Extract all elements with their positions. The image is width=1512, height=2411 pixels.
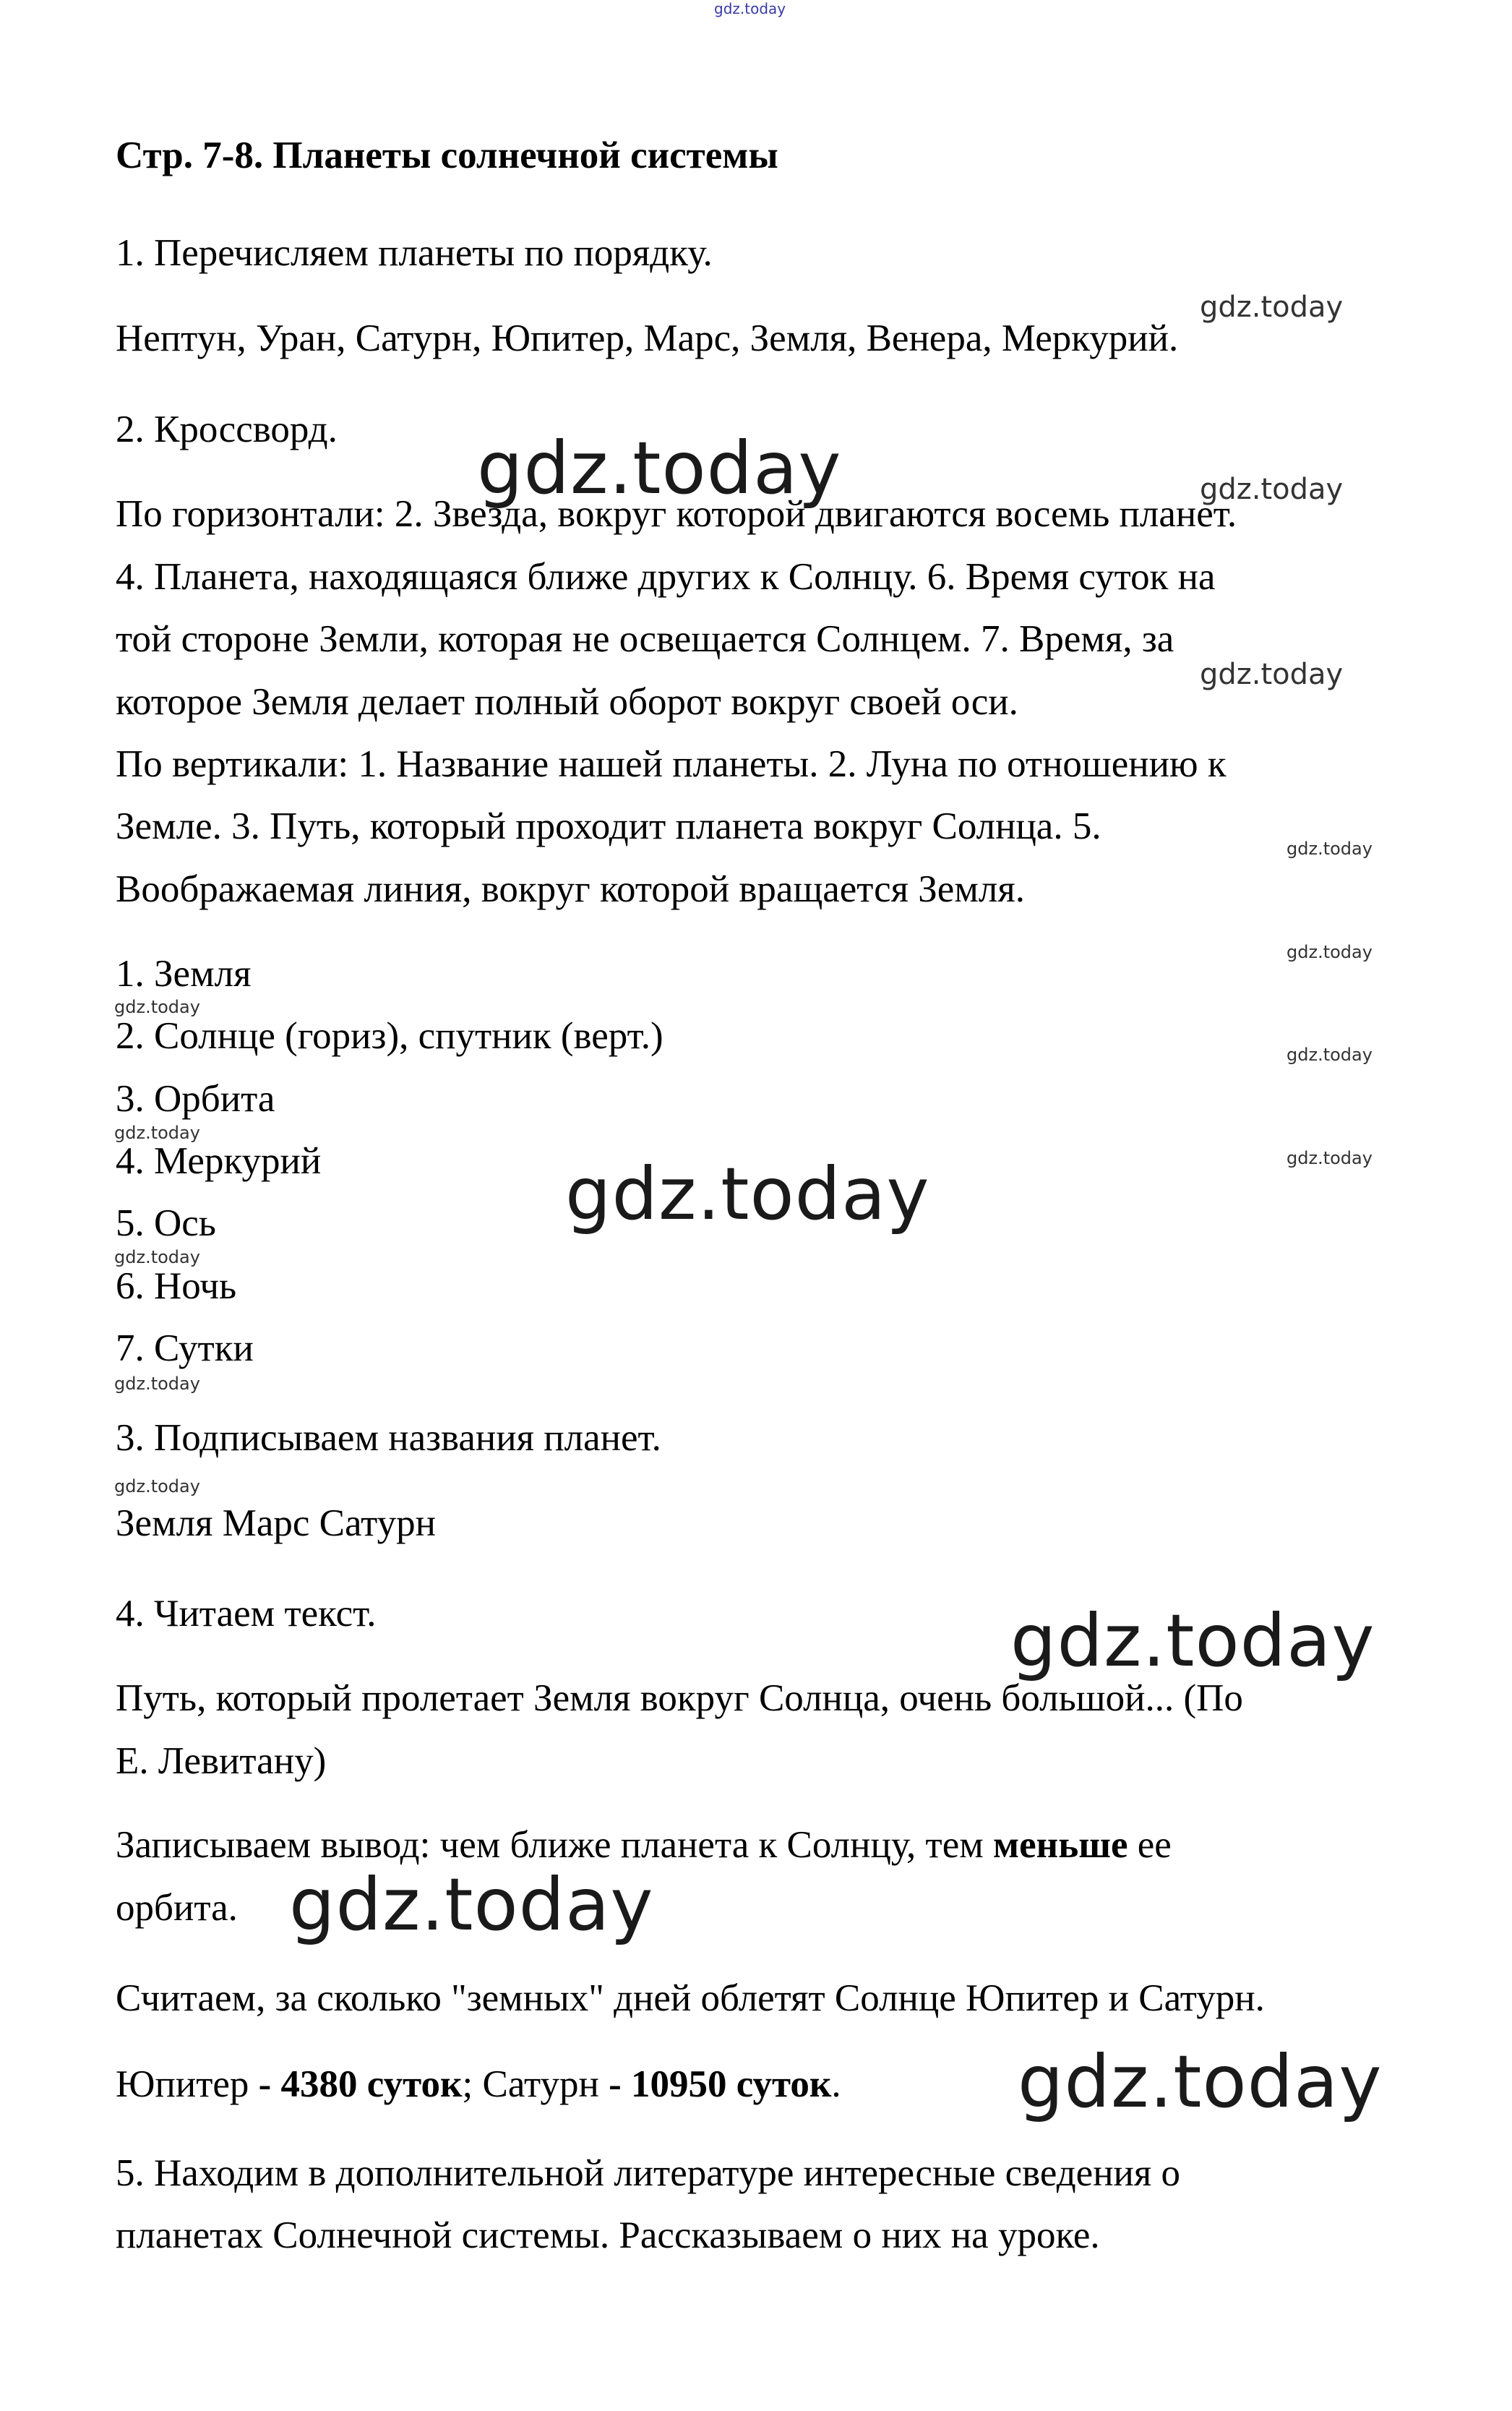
crossword-answer: 3. Орбита <box>116 1078 275 1120</box>
watermark: gdz.today <box>1287 1045 1373 1065</box>
watermark: gdz.today <box>1287 839 1373 859</box>
conclusion-text-end: ее <box>1127 1824 1172 1866</box>
task4-heading: 4. Читаем текст. <box>116 1593 377 1635</box>
task2-line: По вертикали: 1. Название нашей планеты. 2. Луна по отношению к <box>116 743 1227 785</box>
watermark: gdz.today <box>114 1476 200 1496</box>
task2-line: По горизонтали: 2. Звезда, вокруг которой двигаются восемь планет. <box>116 493 1237 535</box>
watermark: gdz.today <box>1200 291 1344 324</box>
task5-line: 5. Находим в дополнительной литературе интересные сведения о <box>116 2152 1181 2194</box>
watermark: gdz.today <box>714 0 786 17</box>
page-title: Стр. 7-8. Планеты солнечной системы <box>116 134 778 176</box>
crossword-answer: 2. Солнце (гориз), спутник (верт.) <box>116 1015 663 1057</box>
crossword-answer: 4. Меркурий <box>116 1140 322 1182</box>
task2-line: той стороне Земли, которая не освещается Солнцем. 7. Время, за <box>116 618 1174 660</box>
watermark: gdz.today <box>477 426 842 510</box>
task1-answer: Нептун, Уран, Сатурн, Юпитер, Марс, Земля, Венера, Меркурий. <box>116 317 1179 359</box>
watermark: gdz.today <box>289 1862 654 1947</box>
task4-result <box>116 2053 841 2115</box>
task4-quote-line: Путь, который пролетает Земля вокруг Солнца, очень большой... (По <box>116 1677 1243 1719</box>
watermark: gdz.today <box>565 1152 930 1236</box>
task2-line: Земле. 3. Путь, который проходит планета вокруг Солнца. 5. <box>116 805 1101 847</box>
crossword-answer: 5. Ось <box>116 1202 216 1244</box>
task5-line: планетах Солнечной системы. Рассказываем о них на уроке. <box>116 2214 1100 2256</box>
task2-line: Воображаемая линия, вокруг которой вращается Земля. <box>116 868 1025 910</box>
watermark: gdz.today <box>114 1374 200 1394</box>
watermark: gdz.today <box>1010 1598 1375 1683</box>
crossword-answer: 7. Сутки <box>116 1327 254 1369</box>
watermark: gdz.today <box>114 1123 200 1143</box>
task3-answer: Земля Марс Сатурн <box>116 1502 436 1544</box>
watermark: gdz.today <box>1287 1148 1373 1168</box>
task4-count-text: Считаем, за сколько "земных" дней облетят Солнце Юпитер и Сатурн. <box>116 1977 1265 2019</box>
task2-line: 4. Планета, находящаяся ближе других к Солнцу. 6. Время суток на <box>116 556 1216 598</box>
saturn-value: - 10950 суток <box>609 2063 832 2105</box>
watermark: gdz.today <box>114 1247 200 1267</box>
result-end: . <box>831 2063 841 2105</box>
task3-heading: 3. Подписываем названия планет. <box>116 1417 661 1459</box>
watermark: gdz.today <box>1287 942 1373 962</box>
task1-heading: 1. Перечисляем планеты по порядку. <box>116 232 713 274</box>
crossword-answer: 6. Ночь <box>116 1265 237 1307</box>
task2-line: которое Земля делает полный оборот вокруг своей оси. <box>116 681 1018 723</box>
watermark: gdz.today <box>114 997 200 1017</box>
jupiter-value: - 4380 суток <box>258 2063 463 2105</box>
watermark: gdz.today <box>1200 658 1344 691</box>
jupiter-label: Юпитер <box>116 2063 259 2105</box>
task4-conclusion-line2: орбита. <box>116 1887 238 1929</box>
task2-heading: 2. Кроссворд. <box>116 408 338 450</box>
conclusion-bold: меньше <box>993 1824 1128 1866</box>
crossword-answer: 1. Земля <box>116 953 252 995</box>
task4-quote-line: Е. Левитану) <box>116 1740 327 1782</box>
conclusion-text: Записываем вывод: чем ближе планета к Солнцу, тем <box>116 1824 994 1866</box>
watermark: gdz.today <box>1200 473 1344 506</box>
watermark: gdz.today <box>1018 2039 1383 2124</box>
result-separator: ; Сатурн <box>462 2063 609 2105</box>
